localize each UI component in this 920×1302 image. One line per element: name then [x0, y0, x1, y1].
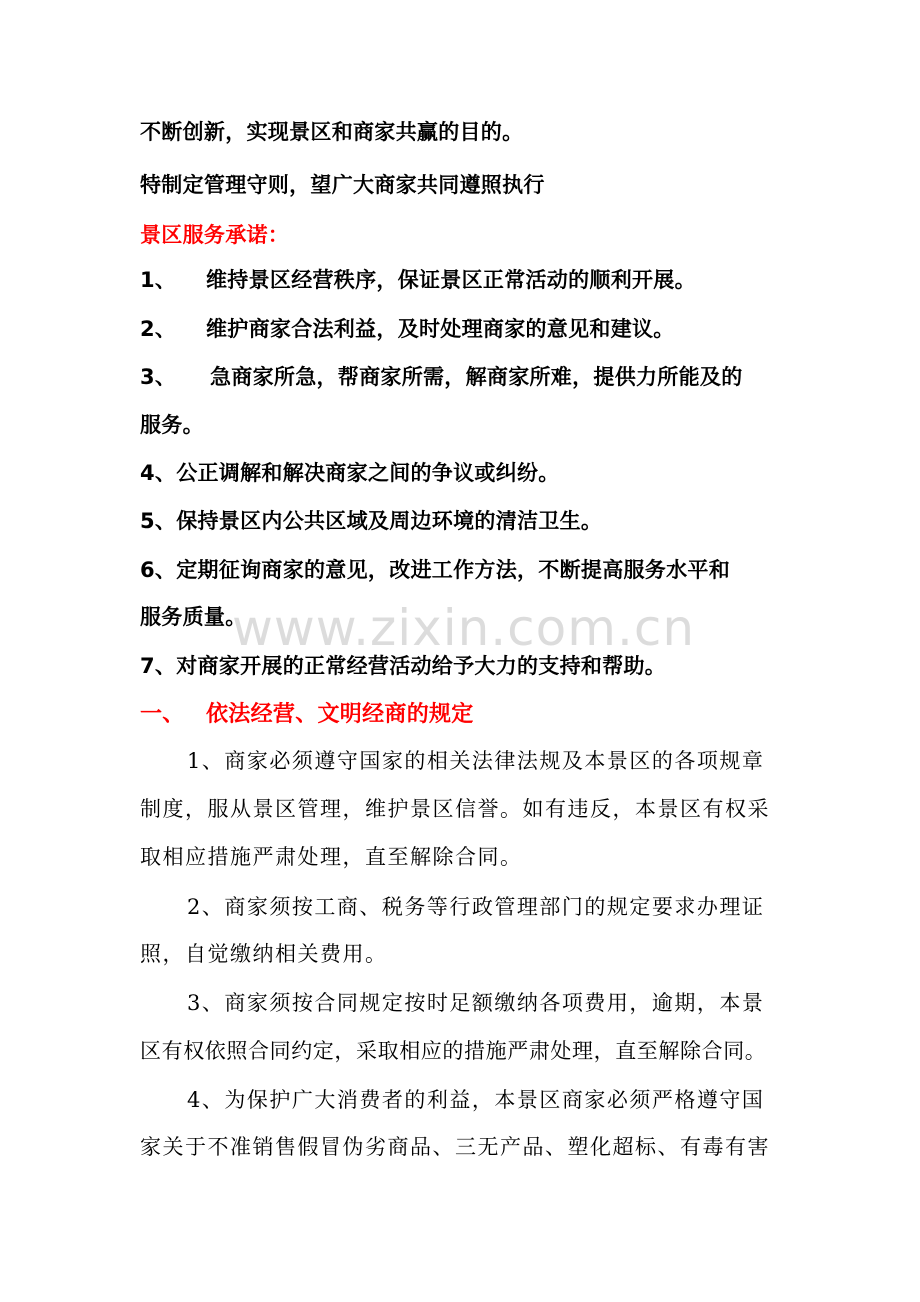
intro-line-2: 特制定管理守则，望广大商家共同遵照执行: [140, 173, 545, 197]
intro-line-1: 不断创新，实现景区和商家共赢的目的。: [140, 120, 524, 144]
watermark: www.zixin.com.cn: [232, 599, 696, 657]
commitment-item-2: [140, 319, 675, 340]
item-number: 2、: [140, 317, 177, 341]
item-number: 3、: [140, 365, 177, 389]
section-number: 一、: [140, 702, 185, 727]
paragraph-3-line-2: 区有权依照合同约定，采取相应的措施严肃处理，直至解除合同。: [140, 1039, 767, 1063]
commitment-item-1: [140, 270, 696, 291]
commitment-item-3: [140, 367, 743, 388]
paragraph-4-line-1: 4、为保护广大消费者的利益，本景区商家必须严格遵守国: [187, 1088, 765, 1112]
paragraph-1-line-2: 制度，服从景区管理，维护景区信誉。如有违反，本景区有权采: [140, 797, 770, 821]
paragraph-3-line-1: 3、商家须按合同规定按时足额缴纳各项费用，逾期，本景: [187, 991, 765, 1015]
paragraph-4-line-2: 家关于不准销售假冒伪劣商品、三无产品、塑化超标、有毒有害: [140, 1135, 770, 1159]
paragraph-2-line-2: 照，自觉缴纳相关费用。: [140, 942, 388, 966]
section-title: 依法经营、文明经商的规定: [206, 702, 474, 727]
commitment-item-4: 4、公正调解和解决商家之间的争议或纠纷。: [140, 461, 560, 485]
item-text: 维护商家合法利益，及时处理商家的意见和建议。: [206, 317, 675, 341]
item-text: 维持景区经营秩序，保证景区正常活动的顺利开展。: [206, 268, 696, 292]
paragraph-1-line-3: 取相应措施严肃处理，直至解除合同。: [140, 845, 523, 869]
paragraph-1-line-1: 1、商家必须遵守国家的相关法律法规及本景区的各项规章: [187, 749, 765, 773]
commitment-title: 景区服务承诺：: [140, 223, 290, 247]
commitment-item-3-cont: 服务。: [140, 413, 204, 437]
item-number: 1、: [140, 268, 177, 292]
paragraph-2-line-1: 2、商家须按工商、税务等行政管理部门的规定要求办理证: [187, 895, 765, 919]
section-heading: [140, 704, 474, 726]
commitment-item-6: 6、定期征询商家的意见，改进工作方法，不断提高服务水平和: [140, 558, 731, 582]
item-text: 急商家所急，帮商家所需，解商家所难，提供力所能及的: [210, 365, 743, 389]
commitment-item-5: 5、保持景区内公共区域及周边环境的清洁卫生。: [140, 509, 603, 533]
commitment-item-7: 7、对商家开展的正常经营活动给予大力的支持和帮助。: [140, 654, 667, 678]
commitment-item-6-cont: 服务质量。: [140, 605, 247, 629]
